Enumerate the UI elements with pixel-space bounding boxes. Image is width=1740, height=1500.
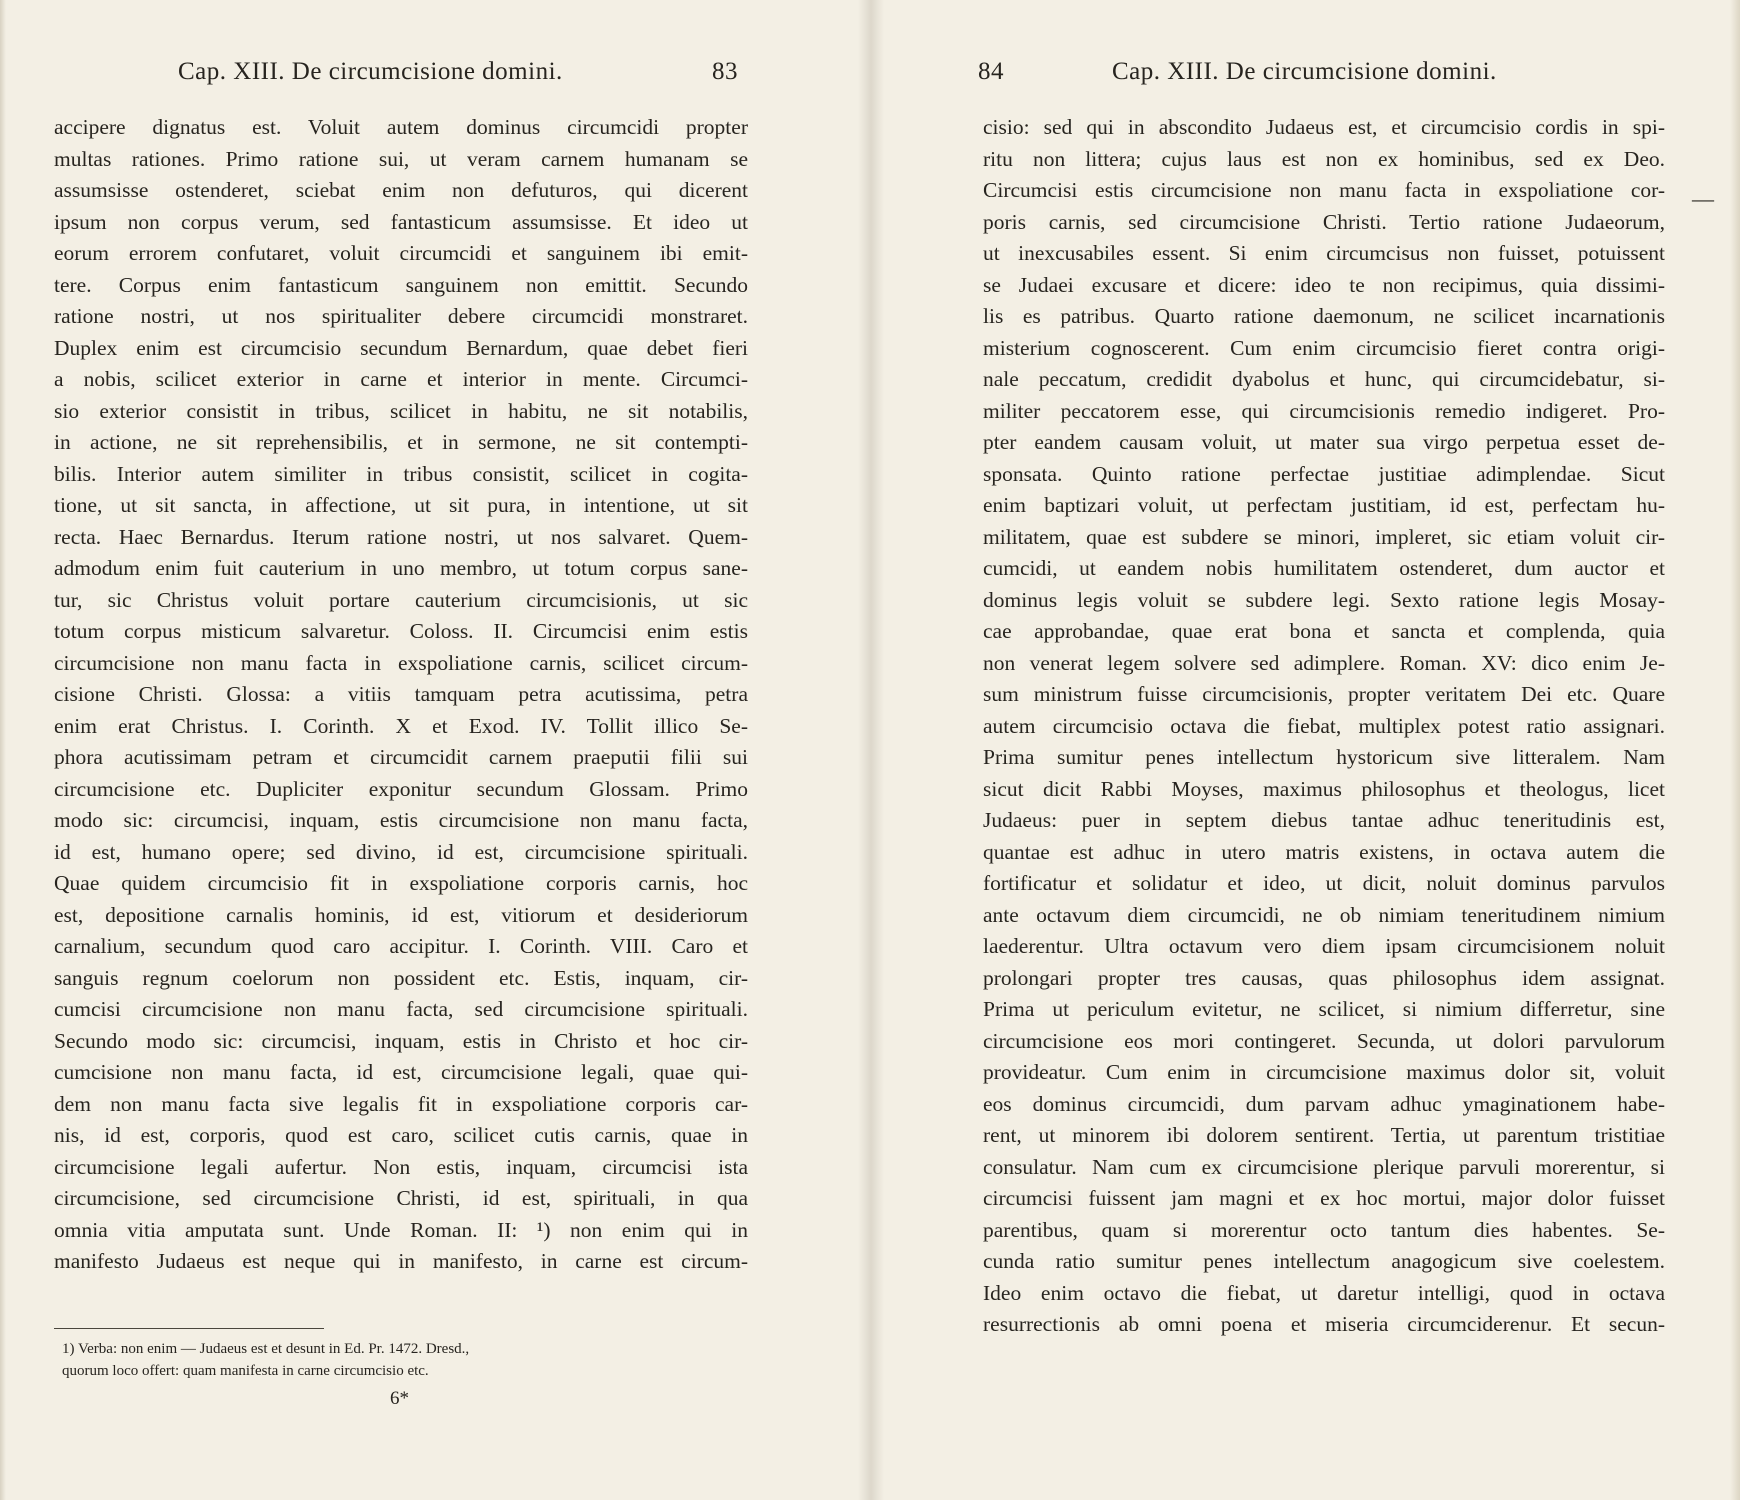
text-line: totum corpus misticum salvaretur. Coloss. II. Circumcisi enim estis	[54, 619, 748, 643]
page-body	[983, 112, 1665, 1341]
text-line: manifesto Judaeus est neque qui in manifesto, in carne est circum-	[54, 1249, 748, 1273]
running-title: Cap. XIII. De circumcisione domini.	[178, 58, 563, 85]
text-line: lis es patribus. Quarto ratione daemonum, ne scilicet incarnationis	[983, 304, 1665, 328]
text-line: eos dominus circumcidi, dum parvam adhuc ymaginationem habe-	[983, 1091, 1665, 1116]
text-line: dem non manu facta sive legalis fit in exspoliatione corporis car-	[54, 1091, 748, 1116]
footnote	[62, 1338, 742, 1382]
footnote-line: quorum loco offert: quam manifesta in carne circumcisio etc.	[62, 1363, 429, 1379]
text-line: poris carnis, sed circumcisione Christi. Tertio ratione Judaeorum,	[983, 209, 1665, 234]
text-line: circumcisione non manu facta in exspoliatione carnis, scilicet circum-	[54, 650, 748, 675]
text-line: Prima sumitur penes intellectum hystoricum sive litteralem. Nam	[983, 745, 1665, 769]
text-line: sanguis regnum coelorum non possident etc. Estis, inquam, cir-	[54, 965, 748, 990]
text-line: id est, humano opere; sed divino, id est, circumcisione spirituali.	[54, 839, 748, 864]
text-line: nale peccatum, credidit dyabolus et hunc, qui circumcidebatur, si-	[983, 367, 1665, 391]
text-line: pter eandem causam voluit, ut mater sua virgo perpetua esset de-	[983, 430, 1665, 454]
text-line: enim baptizari voluit, ut perfectam justitiam, id est, perfectam hu-	[983, 493, 1665, 517]
margin-mark: —	[1692, 186, 1714, 211]
text-line: admodum enim fuit cauterium in uno membro, ut totum corpus sane-	[54, 556, 748, 580]
text-line: autem circumcisio octava die fiebat, multiplex potest ratio assignari.	[983, 713, 1665, 738]
running-title: Cap. XIII. De circumcisione domini.	[1112, 58, 1497, 85]
text-line: circumcisione legali aufertur. Non estis, inquam, circumcisi ista	[54, 1154, 748, 1179]
text-line: laederentur. Ultra octavum vero diem ipsam circumcisionem noluit	[983, 934, 1665, 958]
text-line: Duplex enim est circumcisio secundum Bernardum, quae debet fieri	[54, 335, 748, 360]
text-line: enim erat Christus. I. Corinth. X et Exod. IV. Tollit illico Se-	[54, 713, 748, 738]
text-line: se Judaei excusare et dicere: ideo te non recipimus, quia dissimi-	[983, 272, 1665, 297]
text-line: quantae est adhuc in utero matris existens, in octava autem die	[983, 839, 1665, 864]
text-line: prolongari propter tres causas, quas philosophus idem assignat.	[983, 965, 1665, 990]
text-line: cisione Christi. Glossa: a vitiis tamquam petra acutissima, petra	[54, 682, 748, 706]
text-line: tere. Corpus enim fantasticum sanguinem non emittit. Secundo	[54, 272, 748, 297]
text-line: sum ministrum fuisse circumcisionis, propter veritatem Dei etc. Quare	[983, 682, 1665, 706]
text-line: militatem, quae est subdere se minori, impleret, sic etiam voluit cir-	[983, 524, 1665, 549]
text-line: carnalium, secundum quod caro accipitur. I. Corinth. VIII. Caro et	[54, 934, 748, 958]
text-line: sicut dicit Rabbi Moyses, maximus philosophus et theologus, licet	[983, 776, 1665, 801]
page-number: 84	[978, 58, 1004, 85]
text-line: rent, ut minorem ibi dolorem sentirent. Tertia, ut parentum tristitiae	[983, 1123, 1665, 1147]
right-page	[870, 0, 1740, 1500]
text-line: militer peccatorem esse, qui circumcisionis remedio indigeret. Pro-	[983, 398, 1665, 423]
text-line: Circumcisi estis circumcisione non manu facta in exspoliatione cor-	[983, 178, 1665, 202]
text-line: provideatur. Cum enim in circumcisione maximus dolor sit, voluit	[983, 1060, 1665, 1084]
text-line: dominus legis voluit se subdere legi. Sexto ratione legis Mosay-	[983, 587, 1665, 612]
text-line: recta. Haec Bernardus. Iterum ratione nostri, ut nos salvaret. Quem-	[54, 524, 748, 549]
text-line: accipere dignatus est. Voluit autem dominus circumcidi propter	[54, 115, 748, 139]
text-line: cumcisi circumcisione non manu facta, sed circumcisione spirituali.	[54, 997, 748, 1021]
text-line: parentibus, quam si morerentur octo tantum dies habentes. Se-	[983, 1217, 1665, 1242]
text-line: cisio: sed qui in abscondito Judaeus est, et circumcisio cordis in spi-	[983, 115, 1665, 139]
text-line: circumcisi fuissent jam magni et ex hoc mortui, major dolor fuisset	[983, 1186, 1665, 1210]
text-line: in actione, ne sit reprehensibilis, et in sermone, ne sit contempti-	[54, 430, 748, 454]
text-line: circumcisione, sed circumcisione Christi, id est, spirituali, in qua	[54, 1186, 748, 1210]
text-line: circumcisione eos mori contingeret. Secunda, ut dolori parvulorum	[983, 1028, 1665, 1053]
text-line: cumcisione non manu facta, id est, circumcisione legali, quae qui-	[54, 1060, 748, 1084]
text-line: a nobis, scilicet exterior in carne et interior in mente. Circumci-	[54, 367, 748, 391]
text-line: eorum errorem confutaret, voluit circumcidi et sanguinem ibi emit-	[54, 241, 748, 265]
text-line: bilis. Interior autem similiter in tribus consistit, scilicet in cogita-	[54, 461, 748, 486]
text-line: sponsata. Quinto ratione perfectae justitiae adimplendae. Sicut	[983, 461, 1665, 486]
text-line: misterium cognoscerent. Cum enim circumcisio fieret contra origi-	[983, 335, 1665, 360]
text-line: ut inexcusabiles essent. Si enim circumcisus non fuisset, potuissent	[983, 241, 1665, 265]
text-line: Ideo enim octavo die fiebat, ut daretur intelligi, quod in octava	[983, 1280, 1665, 1305]
signature-mark: 6*	[390, 1388, 409, 1409]
text-line: omnia vitia amputata sunt. Unde Roman. II: ¹) non enim qui in	[54, 1217, 748, 1242]
text-line: sio exterior consistit in tribus, scilicet in habitu, ne sit notabilis,	[54, 398, 748, 423]
text-line: nis, id est, corporis, quod est caro, scilicet cutis carnis, quae in	[54, 1123, 748, 1147]
text-line: Secundo modo sic: circumcisi, inquam, estis in Christo et hoc cir-	[54, 1028, 748, 1053]
text-line: phora acutissimam petram et circumcidit carnem praeputii filii sui	[54, 745, 748, 769]
text-line: resurrectionis ab omni poena et miseria circumciderenur. Et secun-	[983, 1312, 1665, 1336]
text-line: modo sic: circumcisi, inquam, estis circumcisione non manu facta,	[54, 808, 748, 832]
text-line: tione, ut sit sancta, in affectione, ut sit pura, in intentione, ut sit	[54, 493, 748, 517]
text-line: Quae quidem circumcisio fit in exspoliatione corporis carnis, hoc	[54, 871, 748, 895]
text-line: Judaeus: puer in septem diebus tantae adhuc teneritudinis est,	[983, 808, 1665, 832]
text-line: tur, sic Christus voluit portare cauterium circumcisionis, ut sic	[54, 587, 748, 612]
text-line: consulatur. Nam cum ex circumcisione plerique parvuli morerentur, si	[983, 1154, 1665, 1179]
text-line: fortificatur et solidatur et ideo, ut dicit, noluit dominus parvulos	[983, 871, 1665, 895]
page-number: 83	[712, 58, 738, 85]
footnote-line: 1) Verba: non enim — Judaeus est et desunt in Ed. Pr. 1472. Dresd.,	[62, 1341, 470, 1357]
text-line: ipsum non corpus verum, sed fantasticum assumsisse. Et ideo ut	[54, 209, 748, 234]
text-line: Prima ut periculum evitetur, ne scilicet, si nimium differretur, sine	[983, 997, 1665, 1021]
text-line: ante octavum diem circumcidi, ne ob nimiam teneritudinem nimium	[983, 902, 1665, 927]
footnote-rule	[54, 1328, 324, 1329]
text-line: cunda ratio sumitur penes intellectum anagogicum sive coelestem.	[983, 1249, 1665, 1273]
text-line: assumsisse ostenderet, sciebat enim non defuturos, qui dicerent	[54, 178, 748, 202]
text-line: cumcidi, ut eandem nobis humilitatem ostenderet, dum auctor et	[983, 556, 1665, 580]
text-line: ritu non littera; cujus laus est non ex hominibus, sed ex Deo.	[983, 146, 1665, 171]
text-line: non venerat legem solvere sed adimplere. Roman. XV: dico enim Je-	[983, 650, 1665, 675]
page-body	[54, 112, 748, 1278]
text-line: ratione nostri, ut nos spiritualiter debere circumcidi monstraret.	[54, 304, 748, 328]
text-line: multas rationes. Primo ratione sui, ut veram carnem humanam se	[54, 146, 748, 171]
text-line: circumcisione etc. Dupliciter exponitur secundum Glossam. Primo	[54, 776, 748, 801]
text-line: cae approbandae, quae erat bona et sancta et complenda, quia	[983, 619, 1665, 643]
text-line: est, depositione carnalis hominis, id est, vitiorum et desideriorum	[54, 902, 748, 927]
